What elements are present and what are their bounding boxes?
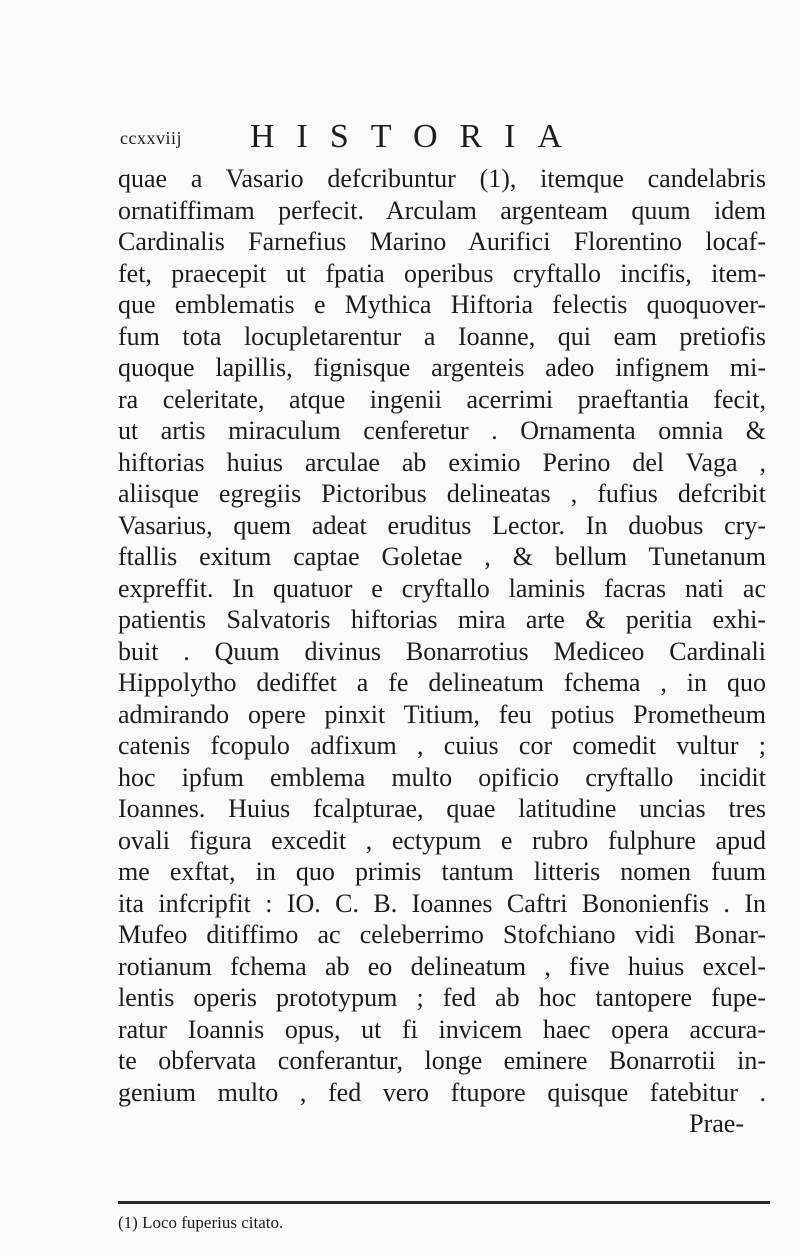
text-line: ita infcripfit : IO. C. B. Ioannes Caftri Bononienfis . In bbox=[118, 888, 766, 918]
catchword: Prae- bbox=[689, 1109, 744, 1138]
footnote-rule bbox=[118, 1201, 770, 1204]
text-line: Mufeo ditiffimo ac celeberrimo Stofchiano vidi Bonar- bbox=[118, 920, 766, 949]
main-text-block bbox=[118, 163, 766, 1140]
text-line: ovali figura excedit , ectypum e rubro fulphure apud bbox=[118, 825, 766, 855]
folio-number: ccxxviij bbox=[120, 128, 182, 148]
page-header bbox=[120, 118, 760, 158]
text-line: admirando opere pinxit Titium, feu potius Prometheum bbox=[118, 699, 766, 729]
text-line: quae a Vasario defcribuntur (1), itemque candelabris bbox=[118, 164, 766, 193]
text-line: genium multo , fed vero ftupore quisque fatebitur . bbox=[118, 1077, 766, 1107]
text-line: te obfervata conferantur, longe eminere Bonarrotii in- bbox=[118, 1046, 766, 1075]
text-line: fet, praecepit ut fpatia operibus cryftallo incifis, item- bbox=[118, 258, 766, 288]
text-line: Ioannes. Huius fcalpturae, quae latitudine uncias tres bbox=[118, 794, 766, 823]
text-line: que emblematis e Mythica Hiftoria felectis quoquover- bbox=[118, 290, 766, 319]
text-line: ftallis exitum captae Goletae , & bellum Tunetanum bbox=[118, 542, 766, 571]
text-line: hoc ipfum emblema multo opificio cryftallo incidit bbox=[118, 762, 766, 792]
text-line: fum tota locupletarentur a Ioanne, qui eam pretiofis bbox=[118, 321, 766, 351]
text-line: Cardinalis Farnefius Marino Aurifici Florentino locaf- bbox=[118, 227, 766, 256]
text-line: Vasarius, quem adeat eruditus Lector. In duobus cry- bbox=[118, 510, 766, 540]
text-line: expreffit. In quatuor e cryftallo laminis facras nati ac bbox=[118, 573, 766, 603]
text-line: Hippolytho dediffet a fe delineatum fchema , in quo bbox=[118, 668, 766, 697]
text-line: ornatiffimam perfecit. Arculam argenteam quum idem bbox=[118, 195, 766, 225]
running-title: HISTORIA bbox=[250, 118, 585, 155]
text-line: patientis Salvatoris hiftorias mira arte & peritia exhi- bbox=[118, 605, 766, 634]
footnote: (1) Loco fuperius citato. bbox=[118, 1213, 284, 1232]
text-line: catenis fcopulo adfixum , cuius cor comedit vultur ; bbox=[118, 731, 766, 760]
text-line: lentis operis prototypum ; fed ab hoc tantopere fupe- bbox=[118, 983, 766, 1012]
text-line: ratur Ioannis opus, ut fi invicem haec opera accura- bbox=[118, 1014, 766, 1044]
text-line: aliisque egregiis Pictoribus delineatas , fufius defcribit bbox=[118, 479, 766, 508]
text-line: buit . Quum divinus Bonarrotius Mediceo Cardinali bbox=[118, 636, 766, 666]
text-line: hiftorias huius arculae ab eximio Perino del Vaga , bbox=[118, 447, 766, 477]
text-line: rotianum fchema ab eo delineatum , five huius excel- bbox=[118, 951, 766, 981]
text-line: quoque lapillis, fignisque argenteis adeo infignem mi- bbox=[118, 353, 766, 382]
text-line: ut artis miraculum cenferetur . Ornamenta omnia & bbox=[118, 416, 766, 445]
text-line: ra celeritate, atque ingenii acerrimi praeftantia fecit, bbox=[118, 384, 766, 414]
text-line: me exftat, in quo primis tantum litteris nomen fuum bbox=[118, 857, 766, 886]
